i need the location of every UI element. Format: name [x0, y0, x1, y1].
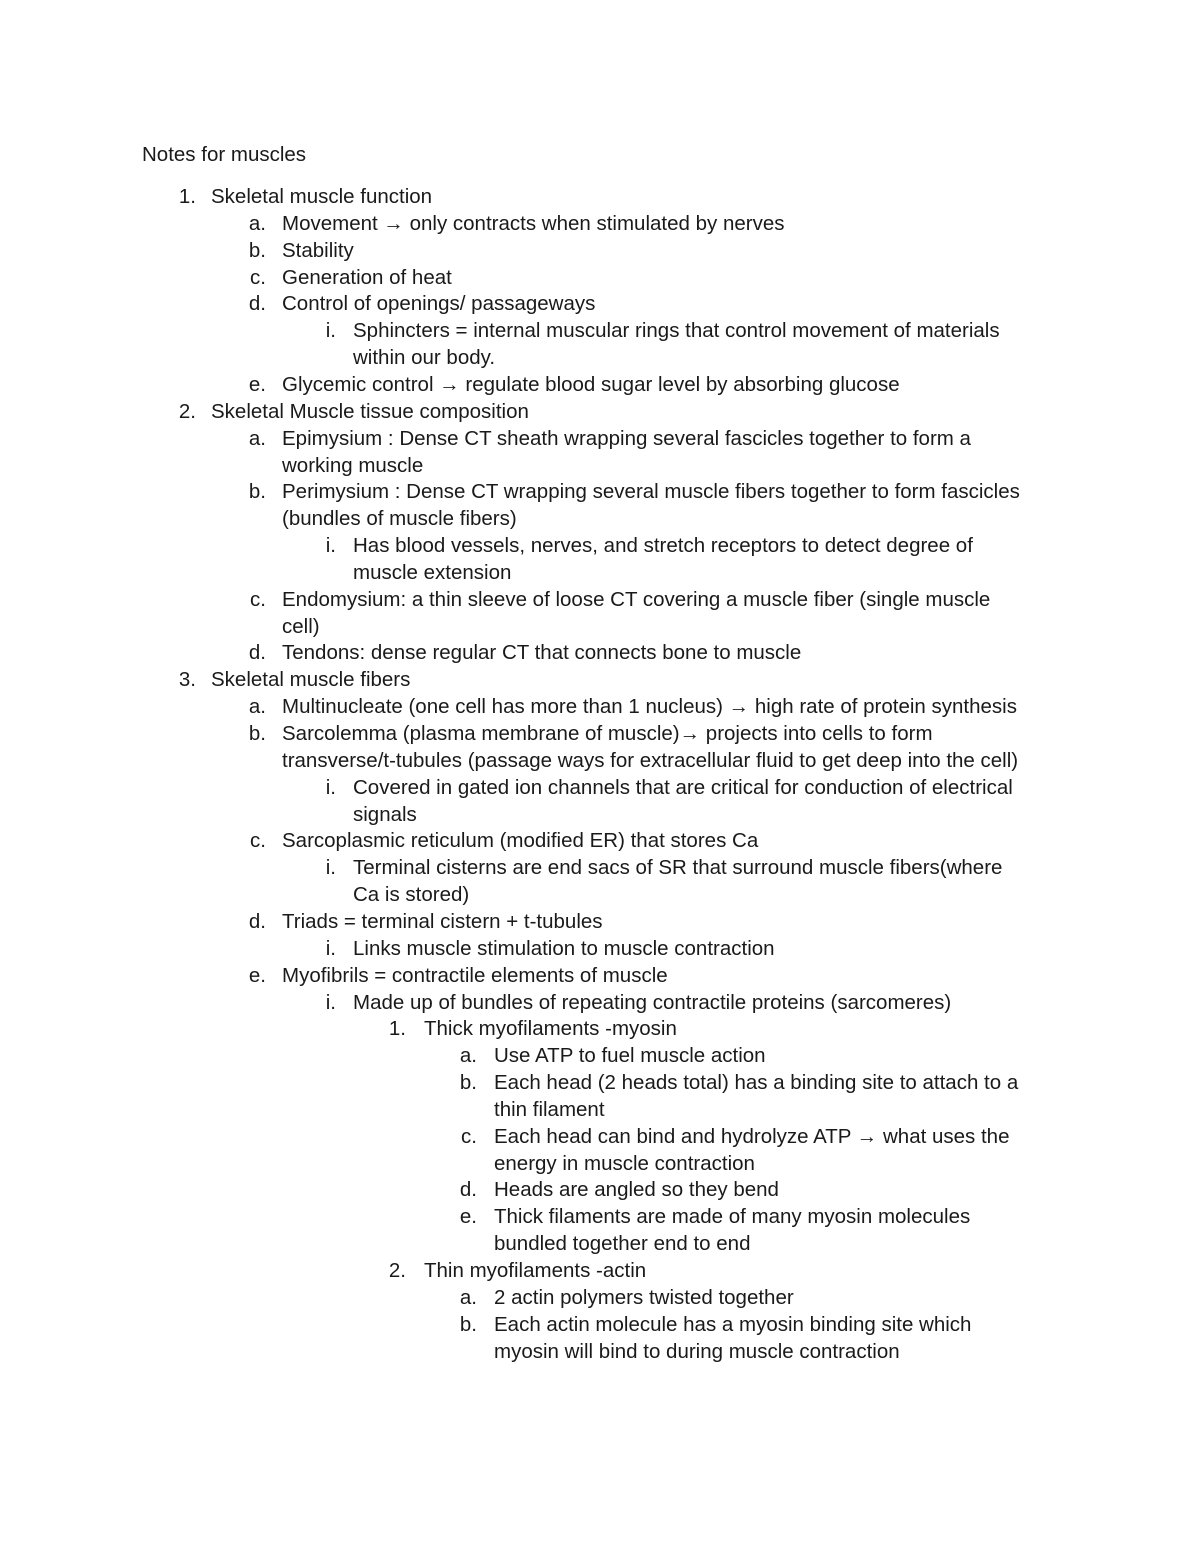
list-item-text: Multinucleate (one cell has more than 1 nucleus) → high rate of protein synthesis: [282, 695, 1017, 719]
list-item-text: energy in muscle contraction: [494, 1151, 755, 1175]
list-marker: d.: [248, 292, 266, 316]
list-marker: b.: [459, 1071, 477, 1095]
list-marker: a.: [459, 1044, 477, 1068]
list-item-text: within our body.: [353, 346, 496, 370]
list-marker: e.: [248, 372, 266, 396]
list-item-text: Terminal cisterns are end sacs of SR that surround muscle fibers(where: [353, 856, 1003, 880]
list-marker: i.: [325, 775, 336, 799]
list-item-text: Skeletal muscle fibers: [211, 668, 411, 692]
list-item-text: Thick filaments are made of many myosin molecules: [494, 1205, 971, 1229]
list-item-text: Triads = terminal cistern + t-tubules: [282, 909, 603, 933]
list-marker: a.: [459, 1285, 477, 1309]
list-marker: i.: [325, 856, 336, 880]
list-item-text: Sarcolemma (plasma membrane of muscle)→ projects into cells to form: [282, 722, 933, 745]
list-marker: e.: [248, 963, 266, 987]
list-item-text: Sphincters = internal muscular rings that control movement of materials: [353, 319, 1000, 343]
list-marker: b.: [248, 238, 266, 262]
list-item-text: Stability: [282, 238, 354, 262]
list-item-text: Links muscle stimulation to muscle contraction: [353, 936, 775, 960]
list-marker: b.: [459, 1312, 477, 1336]
list-item-text: Tendons: dense regular CT that connects bone to muscle: [282, 641, 802, 665]
list-marker: c.: [461, 1124, 477, 1148]
list-marker: b.: [248, 480, 266, 504]
list-marker: d.: [459, 1178, 477, 1202]
list-marker: b.: [248, 722, 266, 745]
list-marker: 3.: [178, 668, 196, 692]
list-marker: 2.: [178, 399, 196, 423]
list-item-text: Has blood vessels, nerves, and stretch receptors to detect degree of: [353, 534, 973, 558]
list-item-text: Control of openings/ passageways: [282, 292, 596, 316]
list-item-text: myosin will bind to during muscle contraction: [494, 1339, 900, 1363]
list-marker: i.: [325, 319, 336, 343]
list-item-text: muscle extension: [353, 560, 512, 584]
list-item-text: thin filament: [494, 1097, 605, 1121]
list-marker: c.: [250, 829, 266, 853]
list-item-text: Skeletal Muscle tissue composition: [211, 399, 529, 423]
list-item-text: Made up of bundles of repeating contractile proteins (sarcomeres): [353, 990, 952, 1014]
list-item-text: cell): [282, 614, 320, 638]
list-item-text: Heads are angled so they bend: [494, 1178, 779, 1202]
list-item-text: Glycemic control → regulate blood sugar level by absorbing glucose: [282, 372, 900, 396]
list-marker: c.: [250, 265, 266, 289]
list-item-text: Ca is stored): [353, 883, 470, 907]
list-marker: i.: [325, 936, 336, 960]
list-item-text: Use ATP to fuel muscle action: [494, 1044, 766, 1068]
list-item-text: Sarcoplasmic reticulum (modified ER) that stores Ca: [282, 829, 759, 853]
list-marker: a.: [248, 211, 266, 235]
list-item-text: (bundles of muscle fibers): [282, 507, 517, 531]
list-item-text: bundled together end to end: [494, 1232, 751, 1256]
document-title: Notes for muscles: [142, 143, 307, 166]
list-item-text: transverse/t-tubules (passage ways for extracellular fluid to get deep into the cell): [282, 748, 1019, 772]
list-item-text: Thin myofilaments -actin: [424, 1259, 647, 1282]
list-item-text: Perimysium : Dense CT wrapping several muscle fibers together to form fascicles: [282, 480, 1020, 504]
list-item-text: Covered in gated ion channels that are critical for conduction of electrical: [353, 775, 1013, 799]
list-item-text: Movement → only contracts when stimulated by nerves: [282, 211, 785, 235]
list-item-text: working muscle: [282, 453, 424, 477]
list-item-text: Thick myofilaments -myosin: [424, 1017, 677, 1041]
list-item-text: Skeletal muscle function: [211, 185, 433, 208]
list-item-text: 2 actin polymers twisted together: [494, 1285, 794, 1309]
list-item-text: Endomysium: a thin sleeve of loose CT covering a muscle fiber (single muscle: [282, 587, 991, 611]
list-item-text: Each head (2 heads total) has a binding site to attach to a: [494, 1071, 1019, 1095]
list-marker: 1.: [388, 1017, 406, 1041]
list-marker: 1.: [178, 185, 196, 208]
list-marker: d.: [248, 909, 266, 933]
list-item-text: Each head can bind and hydrolyze ATP → what uses the: [494, 1124, 1010, 1148]
list-item-text: Myofibrils = contractile elements of muscle: [282, 963, 668, 987]
list-marker: c.: [250, 587, 266, 611]
list-marker: d.: [248, 641, 266, 665]
list-item-text: Generation of heat: [282, 265, 452, 289]
list-marker: i.: [325, 534, 336, 558]
list-marker: e.: [459, 1205, 477, 1229]
list-marker: 2.: [388, 1259, 406, 1282]
list-marker: i.: [325, 990, 336, 1014]
list-marker: a.: [248, 695, 266, 719]
list-item-text: Epimysium : Dense CT sheath wrapping several fascicles together to form a: [282, 426, 971, 450]
list-item-text: signals: [353, 802, 417, 826]
list-item-text: Each actin molecule has a myosin binding site which: [494, 1312, 972, 1336]
list-marker: a.: [248, 426, 266, 450]
